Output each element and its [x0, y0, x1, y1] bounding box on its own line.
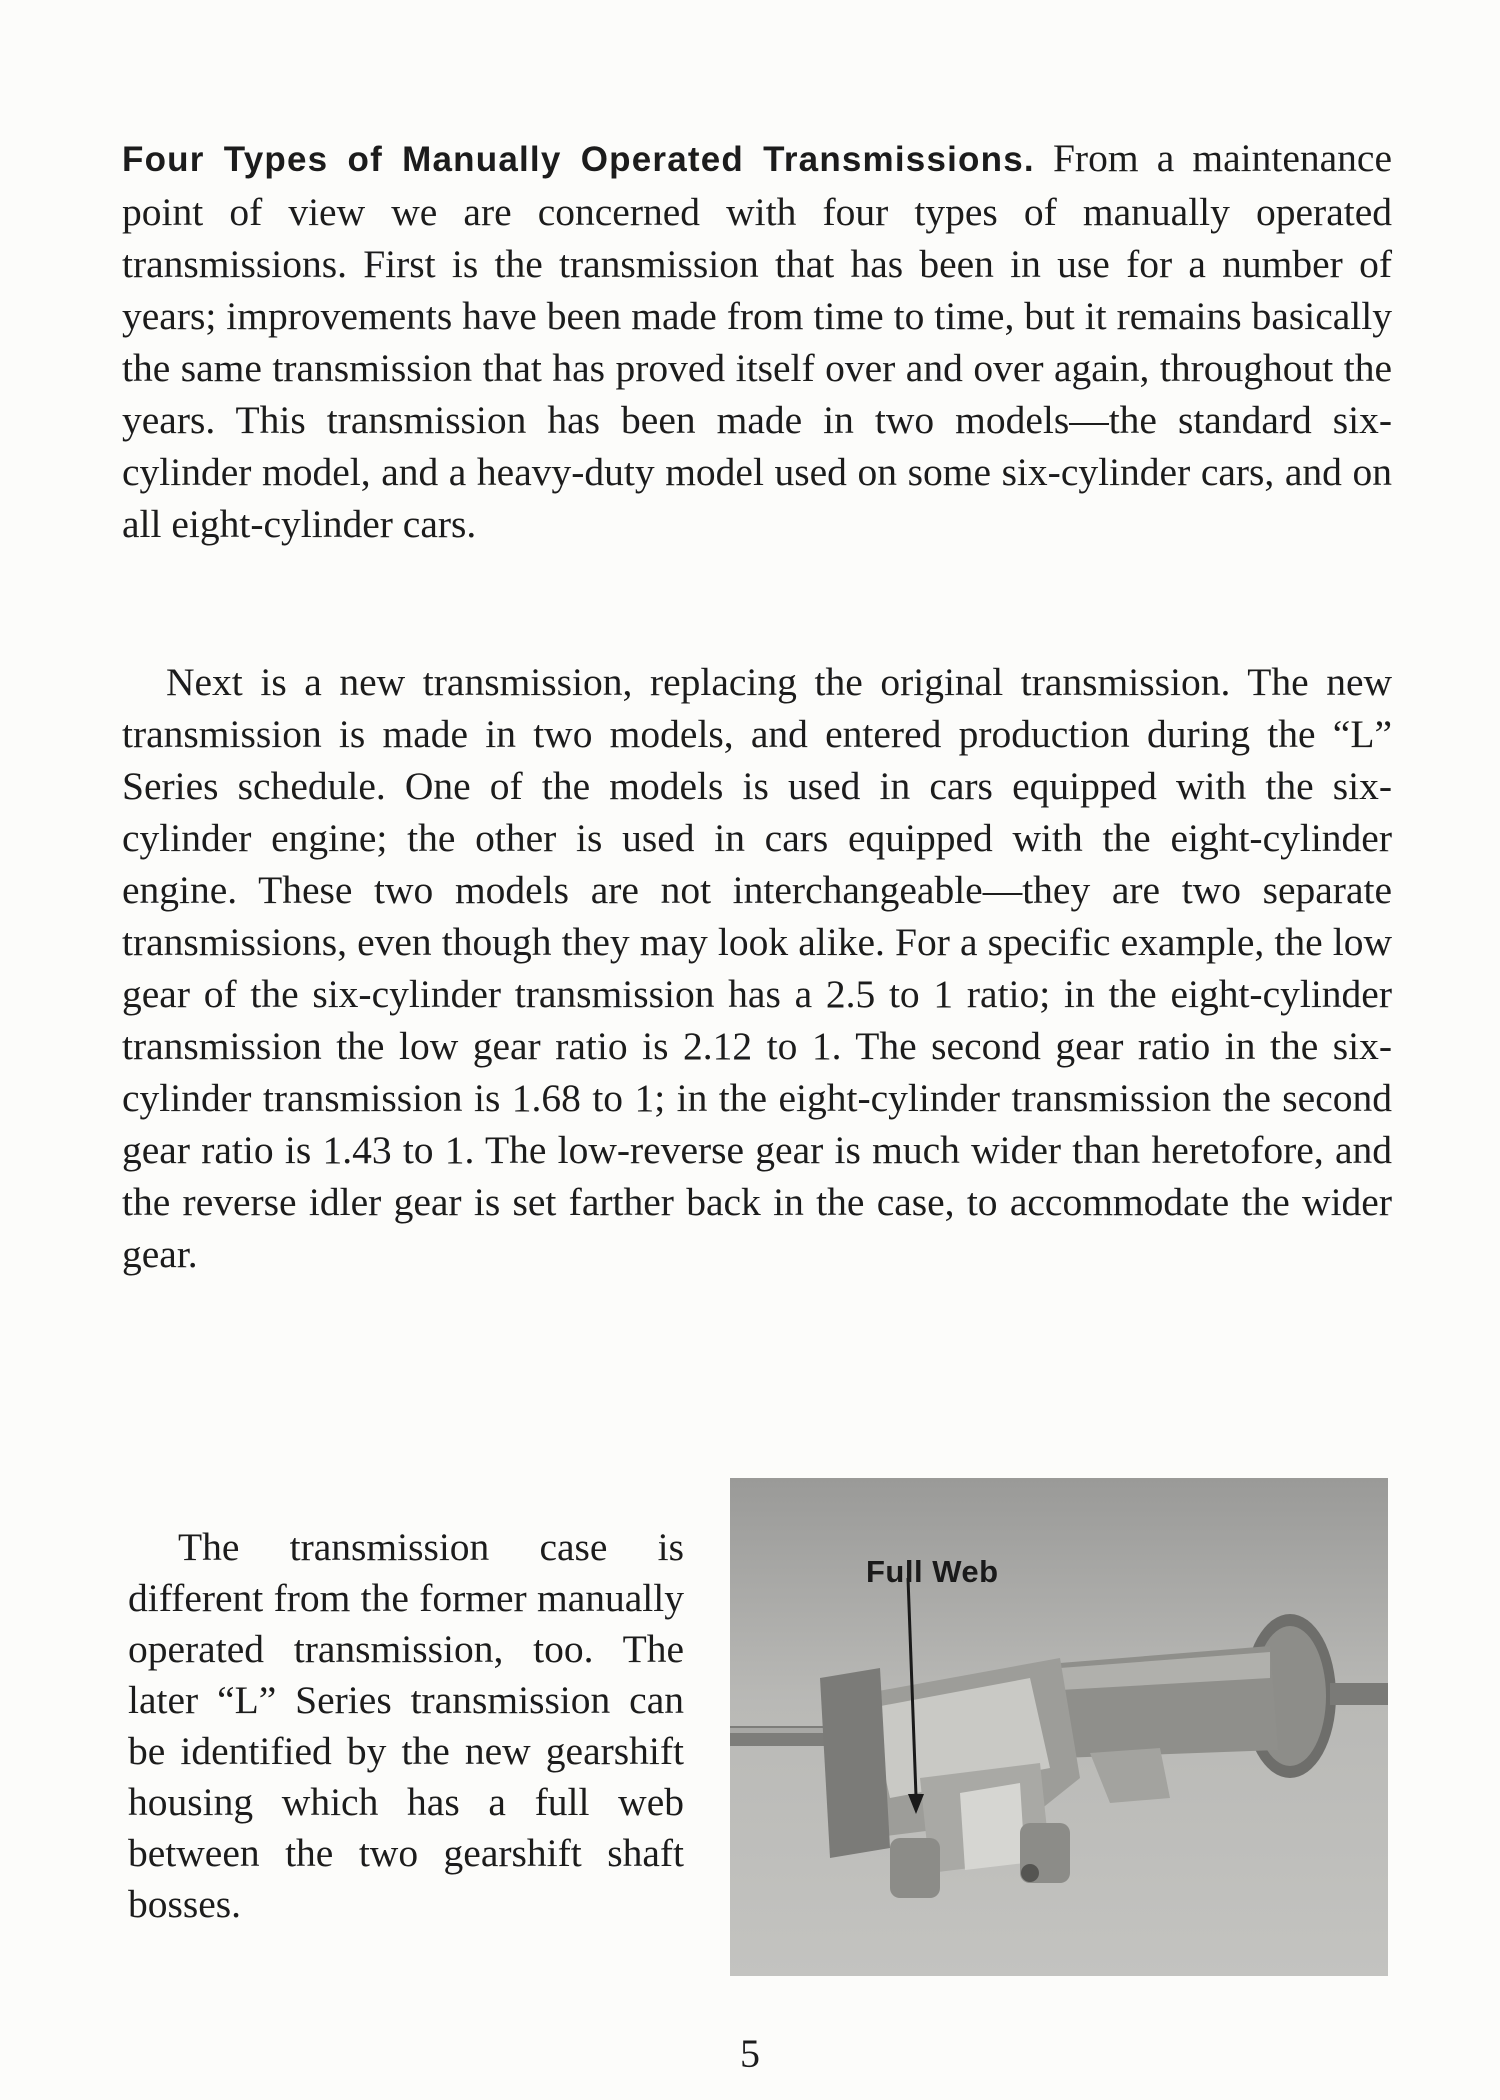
section-heading: Four Types of Manually Operated Transmissions. [122, 140, 1035, 179]
paragraph-intro-text: From a maintenance point of view we are concerned with four types of manually operated transmissions. First is the transmission that has been in use for a number of years; improvements have been made from time to time, but it remains basically the same transmission that has proved itself over and over again, throughout the years. This transmission has been made in two models—the standard six-cylinder model, and a heavy-duty model used on some six-cylinder cars, and on all eight-cylinder cars. [122, 136, 1392, 546]
transmission-photo [730, 1478, 1388, 1976]
page-number: 5 [740, 2031, 760, 2076]
full-web [960, 1783, 1025, 1870]
figure-caption: The transmission case is different from the former manually operated transmission, too. The later “L” Series transmission can be identified by the new gearshift housing which has a full web between the two gearshift shaft bosses. [128, 1525, 684, 1926]
mount-bracket [1090, 1748, 1170, 1803]
paragraph-new-transmission: Next is a new transmission, replacing the original transmission. The new transmission is made in two models, and entered production during the “L” Series schedule. One of the models is used in cars equipped with the six-cylinder engine; the other is used in cars equipped with the eight-cylinder engine. These two models are not interchangeable—they are two separate transmissions, even though they may look alike. For a specific example, the low gear of the six-cylinder transmission has a 2.5 to 1 ratio; in the eight-cylinder transmission the low gear ratio is 2.12 to 1. The second gear ratio in the six-cylinder transmission is 1.68 to 1; in the eight-cylinder transmission the second gear ratio is 1.43 to 1. The low-reverse gear is much wider than heretofore, and the reverse idler gear is set farther back in the case, to accommodate the wider gear. [122, 660, 1392, 1276]
gearshift-boss-left [890, 1838, 940, 1898]
front-plate [820, 1668, 890, 1858]
transmission-illustration [730, 1478, 1388, 1976]
figure-label: Full Web [866, 1554, 999, 1589]
paragraph-intro [122, 132, 1392, 550]
